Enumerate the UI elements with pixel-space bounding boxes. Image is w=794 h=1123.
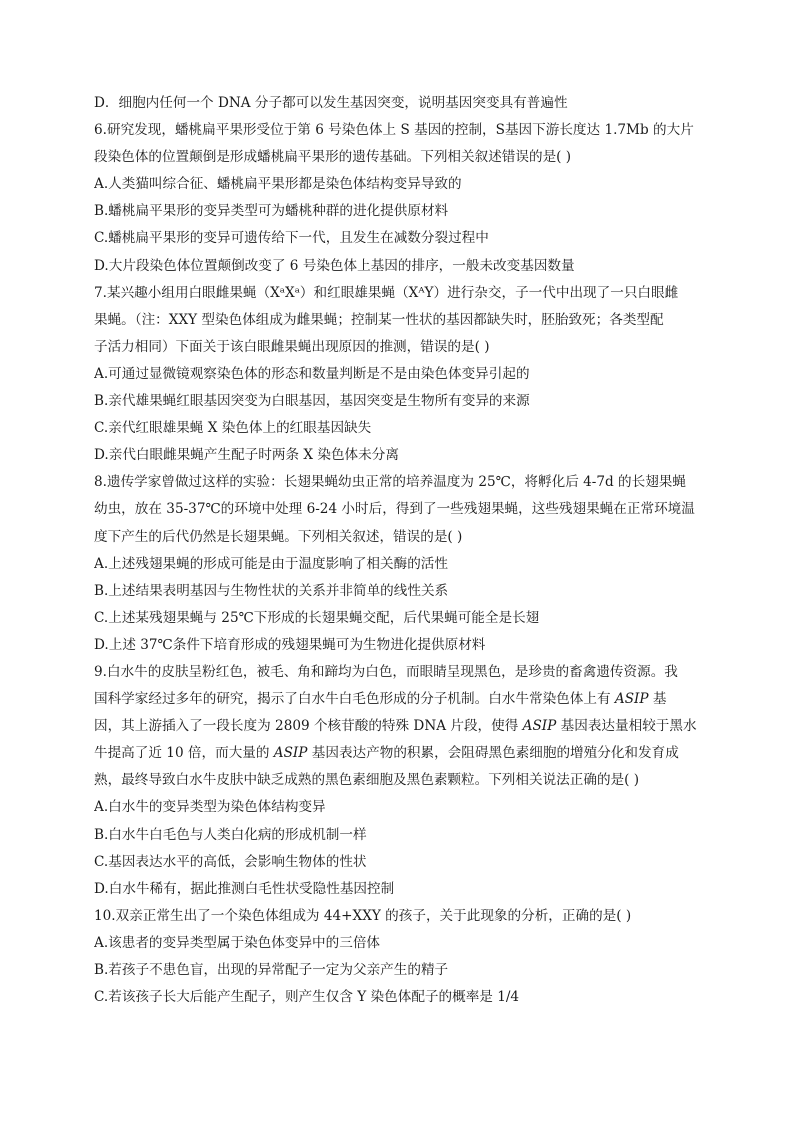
q10-option-a: A.该患者的变异类型属于染色体变异中的三倍体 <box>94 934 381 951</box>
q7-option-c: C.亲代红眼雄果蝇 X 染色体上的红眼基因缺失 <box>94 420 372 437</box>
q7-stem-line-1: 7.某兴趣小组用白眼雌果蝇（XᵃXᵃ）和红眼雄果蝇（XᴬY）进行杂交，子一代中出现了一只白眼雌 <box>94 284 679 301</box>
q9-stem-line-3: 因，其上游插入了一段长度为 2809 个核苷酸的特殊 DNA 片段，使得 ASIP 基因表达量相较于黑水 <box>94 718 697 735</box>
q6-stem-line-1: 6.研究发现，蟠桃扁平果形受位于第 6 号染色体上 S 基因的控制，S基因下游长度达 1.7Mb 的大片 <box>94 122 694 139</box>
q5-option-d: D．细胞内任何一个 DNA 分子都可以发生基因突变，说明基因突变具有普遍性 <box>94 95 568 111</box>
q8-stem-line-3: 度下产生的后代仍然是长翅果蝇。下列相关叙述，错误的是( ) <box>94 528 463 545</box>
q9-option-a: A.白水牛的变异类型为染色体结构变异 <box>94 799 326 816</box>
q8-stem-line-1: 8.遗传学家曾做过这样的实验：长翅果蝇幼虫正常的培养温度为 25℃，将孵化后 4-7d 的长翅果蝇 <box>94 474 686 491</box>
q8-option-d: D.上述 37℃条件下培育形成的残翅果蝇可为生物进化提供原材料 <box>94 636 486 653</box>
q9-option-c: C.基因表达水平的高低，会影响生物体的性状 <box>94 853 367 870</box>
q10-stem-line-1: 10.双亲正常生出了一个染色体组成为 44+XXY 的孩子，关于此现象的分析，正确的是( ) <box>94 907 632 924</box>
q9-stem-line-4: 牛提高了近 10 倍，而大量的 ASIP 基因表达产物的积累，会阻碍黑色素细胞的增殖分化和发育成 <box>94 745 679 762</box>
q10-option-b: B.若孩子不患色盲，出现的异常配子一定为父亲产生的精子 <box>94 962 449 978</box>
q10-option-c: C.若该孩子长大后能产生配子，则产生仅含 Y 染色体配子的概率是 1/4 <box>94 989 520 1006</box>
q7-option-a: A.可通过显微镜观察染色体的形态和数量判断是不是由染色体变异引起的 <box>94 365 530 382</box>
q7-option-b: B.亲代雄果蝇红眼基因突变为白眼基因，基因突变是生物所有变异的来源 <box>94 393 530 410</box>
q6-option-a: A.人类猫叫综合征、蟠桃扁平果形都是染色体结构变异导致的 <box>94 176 462 193</box>
q7-stem-line-3: 子活力相同）下面关于该白眼雌果蝇出现原因的推测，错误的是( ) <box>94 338 490 355</box>
q9-stem-line-5: 熟，最终导致白水牛皮肤中缺乏成熟的黑色素细胞及黑色素颗粒。下列相关说法正确的是( ) <box>94 772 640 789</box>
gene-symbol: ASIP <box>614 691 649 708</box>
gene-symbol: ASIP <box>522 718 557 735</box>
q7-stem-line-2: 果蝇。（注：XXY 型染色体组成为雌果蝇；控制某一性状的基因都缺失时，胚胎致死；各类型配 <box>94 311 664 328</box>
q9-stem-line-2: 国科学家经过多年的研究，揭示了白水牛白毛色形成的分子机制。白水牛常染色体上有 ASIP 基 <box>94 691 667 708</box>
q6-option-c: C.蟠桃扁平果形的变异可遗传给下一代，且发生在减数分裂过程中 <box>94 230 489 247</box>
q9-stem-line-1: 9.白水牛的皮肤呈粉红色，被毛、角和蹄均为白色，而眼睛呈现黑色，是珍贵的畜禽遗传资源。我 <box>94 663 678 680</box>
q9-option-d: D.白水牛稀有，据此推测白毛性状受隐性基因控制 <box>94 880 395 897</box>
q8-stem-line-2: 幼虫，放在 35-37℃的环境中处理 6-24 小时后，得到了一些残翅果蝇，这些残翅果蝇在正常环境温 <box>94 501 695 518</box>
q8-option-b: B.上述结果表明基因与生物性状的关系并非简单的线性关系 <box>94 582 449 599</box>
q8-option-c: C.上述某残翅果蝇与 25℃下形成的长翅果蝇交配，后代果蝇可能全是长翅 <box>94 609 540 626</box>
gene-symbol: ASIP <box>273 745 308 762</box>
q8-option-a: A.上述残翅果蝇的形成可能是由于温度影响了相关酶的活性 <box>94 555 448 572</box>
q7-option-d: D.亲代白眼雌果蝇产生配子时两条 X 染色体未分离 <box>94 447 399 464</box>
q6-option-b: B.蟠桃扁平果形的变异类型可为蟠桃种群的进化提供原材料 <box>94 203 449 220</box>
q9-option-b: B.白水牛白毛色与人类白化病的形成机制一样 <box>94 826 367 843</box>
q6-option-d: D.大片段染色体位置颠倒改变了 6 号染色体上基因的排序，一般未改变基因数量 <box>94 257 575 274</box>
q6-stem-line-2: 段染色体的位置颠倒是形成蟠桃扁平果形的遗传基础。下列相关叙述错误的是( ) <box>94 149 572 166</box>
document-page <box>94 90 714 1011</box>
